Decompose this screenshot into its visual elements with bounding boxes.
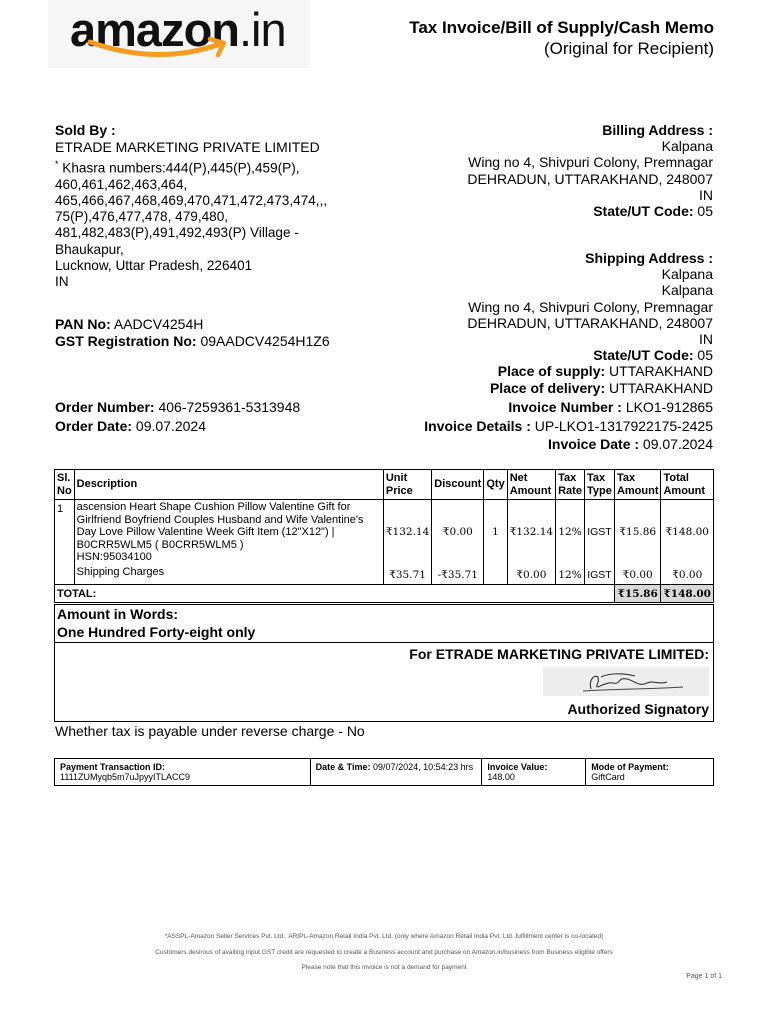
footer-note-2: Customers desirous of availing input GST credit are requested to create a Business account and purchase on Amazon.in/business from Business eligible offers — [155, 949, 613, 956]
order-date-label: Order Date: — [55, 417, 133, 434]
payment-table — [54, 758, 714, 786]
item-sl: 1 — [55, 500, 75, 565]
billing-state-code — [383, 203, 713, 219]
payment-datetime-cell — [310, 759, 482, 786]
shipping-heading: Shipping Address : — [585, 250, 713, 266]
seller-address-text: Khasra numbers:444(P),445(P),459(P), 460,461,462,463,464, 465,466,467,468,469,470,471,472,473,474,,, 75(P),476,477,478, 479,480, 481,482,483(P),491,492,493(P) Village - Bhaukapur, Lucknow, Uttar Pradesh, 226401 IN — [55, 160, 328, 289]
col-header-description: Description — [74, 470, 383, 500]
col-header-tax-rate: Tax Rate — [556, 470, 585, 500]
gst-number — [55, 333, 330, 350]
total-label: TOTAL: — [55, 585, 615, 603]
amount-in-words-label: Amount in Words: — [57, 606, 179, 622]
shipping-state-code — [383, 347, 713, 363]
item-net-amount: ₹132.14 — [507, 500, 555, 565]
col-header-discount: Discount — [432, 470, 484, 500]
shipping-total-amount: ₹0.00 — [661, 565, 714, 585]
billing-line1: Wing no 4, Shivpuri Colony, Premnagar — [468, 154, 713, 171]
table-row — [55, 500, 714, 565]
shipping-tax-amount: ₹0.00 — [614, 565, 661, 585]
place-of-supply — [383, 363, 713, 379]
order-number — [55, 398, 300, 417]
billing-name: Kalpana — [661, 138, 713, 155]
col-header-tax-type: Tax Type — [584, 470, 614, 500]
invoice-number-label: Invoice Number : — [508, 399, 622, 415]
invoice-date-value: 09.07.2024 — [642, 436, 713, 452]
order-number-value: 406-7259361-5313948 — [158, 399, 301, 415]
place-of-supply-value: UTTARAKHAND — [609, 363, 713, 380]
pan-number — [55, 316, 330, 333]
billing-state-label: State/UT Code: — [593, 203, 694, 220]
order-date — [55, 417, 300, 436]
place-of-supply-label: Place of supply: — [497, 363, 606, 380]
col-header-sl: Sl. No — [55, 470, 75, 500]
signature-scribble — [543, 667, 709, 696]
invoice-info-block — [424, 398, 713, 454]
shipping-net-amount: ₹0.00 — [507, 565, 555, 585]
invoice-number-value: LKO1-912865 — [625, 399, 713, 415]
invoice-details — [424, 417, 713, 436]
shipping-address-block — [383, 250, 713, 396]
asterisk-mark: * — [55, 159, 59, 169]
invoice-date — [424, 435, 713, 454]
shipping-name1: Kalpana — [661, 266, 713, 283]
reverse-charge-note: Whether tax is payable under reverse charge - No — [55, 723, 365, 739]
order-info-block — [55, 398, 300, 435]
billing-line2: DEHRADUN, UTTARAKHAND, 248007 — [467, 170, 713, 187]
payment-transaction-cell — [55, 759, 311, 786]
order-number-label: Order Number: — [55, 399, 155, 415]
table-row — [55, 565, 714, 585]
payment-datetime-value: 09/07/2024, 10:54:23 hrs — [373, 762, 474, 772]
col-header-unit-price: Unit Price — [383, 470, 431, 500]
invoice-value-label: Invoice Value: — [487, 762, 548, 772]
seller-address — [55, 156, 385, 290]
shipping-discount: -₹35.71 — [432, 565, 484, 585]
billing-country: IN — [699, 186, 713, 203]
item-description-text: ascension Heart Shape Cushion Pillow Valentine Gift for Girlfriend Boyfriend Couples Husband and Wife Valentine's Day Love Pillow Valentine Week Gift Item (12"X12") | B0CRR5WLM5 ( B0CRR5WLM5 ) — [76, 501, 364, 551]
authorized-signatory-label: Authorized Signatory — [567, 701, 709, 717]
item-unit-price: ₹132.14 — [383, 500, 431, 565]
item-tax-rate: 12% — [556, 500, 585, 565]
item-tax-type: IGST — [584, 500, 614, 565]
invoice-number — [424, 398, 713, 417]
place-of-delivery-value: UTTARAKHAND — [609, 379, 713, 396]
invoice-value: 148.00 — [487, 772, 515, 782]
payment-mode-value: GiftCard — [591, 772, 625, 782]
for-company-label: For ETRADE MARKETING PRIVATE LIMITED: — [409, 646, 709, 662]
shipping-tax-rate: 12% — [556, 565, 585, 585]
signature-image — [543, 667, 709, 696]
smile-arrow-icon — [88, 36, 238, 62]
items-table — [54, 469, 714, 603]
col-header-tax-amount: Tax Amount — [614, 470, 661, 500]
seller-name: ETRADE MARKETING PRIVATE LIMITED — [55, 139, 320, 155]
shipping-unit-price: ₹35.71 — [383, 565, 431, 585]
logo-main-text: amazon — [70, 3, 239, 56]
payment-txn-label: Payment Transaction ID: — [60, 762, 166, 772]
invoice-details-label: Invoice Details : — [424, 417, 531, 434]
shipping-line1: Wing no 4, Shivpuri Colony, Premnagar — [468, 298, 713, 315]
seller-block — [55, 122, 385, 290]
invoice-details-value: UP-LKO1-1317922175-2425 — [534, 417, 713, 434]
pan-value: AADCV4254H — [113, 316, 204, 332]
invoice-title: Tax Invoice/Bill of Supply/Cash Memo — [409, 18, 714, 37]
shipping-country: IN — [699, 331, 713, 348]
payment-row — [55, 759, 714, 786]
shipping-line2: DEHRADUN, UTTARAKHAND, 248007 — [467, 314, 713, 331]
item-description — [74, 500, 383, 565]
invoice-date-label: Invoice Date : — [548, 436, 640, 452]
shipping-state-value: 05 — [697, 347, 713, 364]
col-header-net-amount: Net Amount — [507, 470, 555, 500]
logo-tld-text: .in — [239, 3, 286, 56]
total-tax-amount: ₹15.86 — [614, 585, 661, 603]
shipping-name2: Kalpana — [661, 282, 713, 299]
item-total-amount: ₹148.00 — [661, 500, 714, 565]
billing-heading: Billing Address : — [602, 122, 713, 138]
page-number: Page 1 of 1 — [686, 973, 722, 980]
place-of-delivery-label: Place of delivery: — [489, 379, 606, 396]
item-qty: 1 — [484, 500, 507, 565]
item-hsn: HSN:95034100 — [76, 551, 152, 564]
shipping-sl — [55, 565, 75, 585]
order-date-value: 09.07.2024 — [135, 417, 206, 434]
amount-in-words-value: One Hundred Forty-eight only — [57, 624, 256, 640]
invoice-value-cell — [482, 759, 586, 786]
shipping-qty — [484, 565, 507, 585]
invoice-subtitle: (Original for Recipient) — [543, 39, 714, 58]
place-of-delivery — [383, 380, 713, 396]
col-header-qty: Qty — [484, 470, 507, 500]
item-tax-amount: ₹15.86 — [614, 500, 661, 565]
total-amount: ₹148.00 — [661, 585, 714, 603]
amazon-logo — [48, 0, 310, 68]
pan-label: PAN No: — [55, 316, 111, 332]
total-row — [55, 585, 714, 603]
amount-in-words-box — [54, 604, 714, 643]
signature-box — [54, 642, 714, 722]
footer-note-1: *ASSPL-Amazon Seller Services Pvt. Ltd., ARIPL-Amazon Retail India Pvt. Ltd. (only where Amazon Retail India Pvt. Ltd. fulfillment center is co-located) — [164, 933, 604, 940]
payment-txn-value: 1111ZUMyqb5m7uJpyyITLACC9 — [60, 772, 191, 782]
invoice-title-block — [409, 18, 714, 59]
shipping-state-label: State/UT Code: — [593, 347, 694, 364]
table-header-row — [55, 470, 714, 500]
col-header-total-amount: Total Amount — [661, 470, 714, 500]
billing-state-value: 05 — [697, 203, 713, 220]
gst-label: GST Registration No: — [55, 333, 197, 349]
seller-heading: Sold By : — [55, 122, 116, 138]
shipping-tax-type: IGST — [584, 565, 614, 585]
payment-mode-label: Mode of Payment: — [591, 762, 669, 772]
shipping-description: Shipping Charges — [74, 565, 383, 585]
payment-mode-cell — [586, 759, 714, 786]
billing-address-block — [383, 122, 713, 219]
item-discount: ₹0.00 — [432, 500, 484, 565]
gst-value: 09AADCV4254H1Z6 — [200, 333, 330, 349]
footer-note-3: Please note that this invoice is not a demand for payment — [301, 964, 467, 971]
tax-ids-block — [55, 316, 330, 350]
payment-datetime-label: Date & Time: — [315, 762, 371, 772]
